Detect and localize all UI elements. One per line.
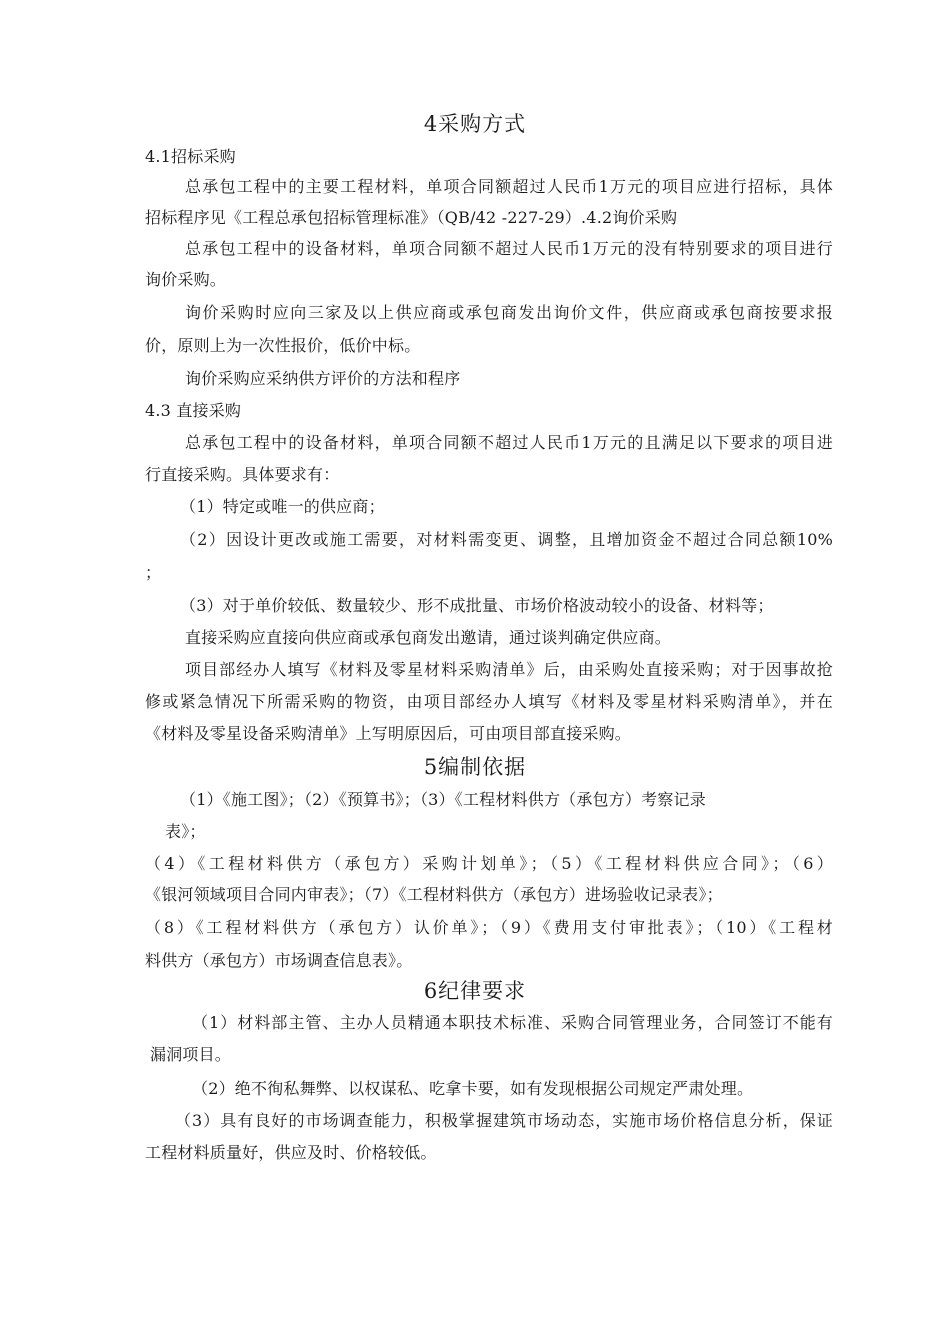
paragraph-line: 总承包工程中的设备材料，单项合同额不超过人民币1万元的没有特别要求的项目进行 xyxy=(185,239,833,258)
section-5-title: 5编制依据 xyxy=(423,755,527,779)
list-item-continuation: 漏洞项目。 xyxy=(150,1045,232,1064)
list-item: （3）对于单价较低、数量较少、形不成批量、市场价格波动较小的设备、材料等； xyxy=(180,596,774,615)
section-6-title: 6纪律要求 xyxy=(423,979,527,1003)
reference-line: （8）《工程材料供方（承包方）认价单》；（9）《费用支付审批表》；（10）《工程材 xyxy=(145,918,833,937)
paragraph-line: 招标程序见《工程总承包招标管理标准》（QB/42 -227-29）.4.2询价采购 xyxy=(145,208,678,227)
paragraph-line: 询价采购应采纳供方评价的方法和程序 xyxy=(185,369,461,388)
section-4-3-heading: 4.3 直接采购 xyxy=(145,401,242,420)
list-item: （2）因设计更改或施工需要，对材料需变更、调整，且增加资金不超过合同总额10% xyxy=(180,530,833,549)
list-item: （3）具有良好的市场调查能力，积极掌握建筑市场动态，实施市场价格信息分析，保证 xyxy=(175,1111,833,1130)
list-item-continuation: 工程材料质量好，供应及时、价格较低。 xyxy=(145,1143,437,1162)
paragraph-line: 询价采购时应向三家及以上供应商或承包商发出询价文件，供应商或承包商按要求报 xyxy=(185,303,833,322)
paragraph-line: 修或紧急情况下所需采购的物资，由项目部经办人填写《材料及零星材料采购清单》，并在 xyxy=(145,692,833,711)
list-item-continuation: ； xyxy=(145,563,162,582)
section-4-title: 4采购方式 xyxy=(423,112,527,136)
paragraph-line: 行直接采购。具体要求有： xyxy=(145,465,340,484)
list-item: （1）特定或唯一的供应商； xyxy=(180,497,385,516)
reference-line: 料供方（承包方）市场调查信息表》。 xyxy=(145,951,413,970)
reference-line: （1）《施工图》；（2）《预算书》；（3）《工程材料供方（承包方）考察记录 xyxy=(180,790,706,809)
reference-line: 表》； xyxy=(165,822,206,841)
paragraph-line: 总承包工程中的设备材料，单项合同额不超过人民币1万元的且满足以下要求的项目进 xyxy=(185,433,833,452)
paragraph-line: 总承包工程中的主要工程材料，单项合同额超过人民币1万元的项目应进行招标，具体 xyxy=(185,177,833,196)
paragraph-line: 直接采购应直接向供应商或承包商发出邀请，通过谈判确定供应商。 xyxy=(185,628,672,647)
paragraph-line: 《材料及零星设备采购清单》上写明原因后，可由项目部直接采购。 xyxy=(145,724,632,743)
list-item: （2）绝不徇私舞弊、以权谋私、吃拿卡要，如有发现根据公司规定严肃处理。 xyxy=(192,1079,754,1098)
paragraph-line: 项目部经办人填写《材料及零星材料采购清单》后，由采购处直接采购；对于因事故抢 xyxy=(185,660,833,679)
list-item: （1）材料部主管、主办人员精通本职技术标准、采购合同管理业务，合同签订不能有 xyxy=(192,1013,833,1032)
section-4-1-heading: 4.1招标采购 xyxy=(145,147,236,166)
paragraph-line: 价，原则上为一次性报价，低价中标。 xyxy=(145,336,421,355)
reference-line: （4）《工程材料供方（承包方）采购计划单》；（5）《工程材料供应合同》；（6） xyxy=(145,854,833,873)
reference-line: 《银河领域项目合同内审表》；（7）《工程材料供方（承包方）进场验收记录表》； xyxy=(145,885,723,904)
paragraph-line: 询价采购。 xyxy=(145,270,227,289)
